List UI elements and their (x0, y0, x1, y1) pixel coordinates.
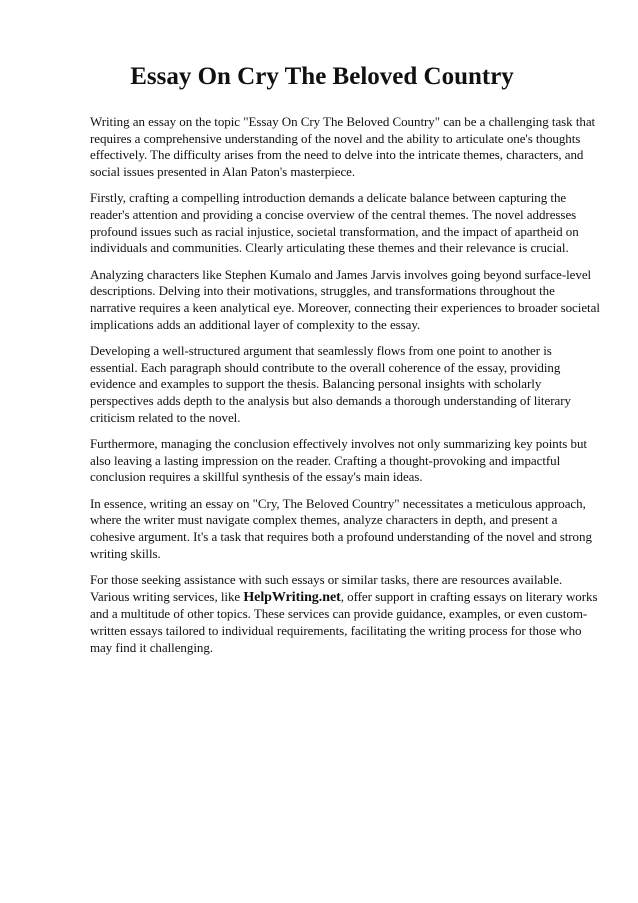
assistance-text-after: , offer support in crafting essays on literary works and a multitude of other topics. These services can provide guidance, examples, or even custom-written essays tailored to individual requirements, facilitating the writing process for those who may find it challenging. (90, 588, 598, 655)
paragraph-intro: Writing an essay on the topic "Essay On Cry The Beloved Country" can be a challenging task that requires a comprehensive understanding of the novel and the ability to articulate one's thoughts effectively. The difficulty arises from the need to delve into the intricate themes, characters, and social issues presented in Alan Paton's masterpiece. (90, 114, 596, 179)
page-title: Essay On Cry The Beloved Country (130, 63, 514, 90)
paragraph-introduction-advice: Firstly, crafting a compelling introduction demands a delicate balance between capturing the reader's attention and providing a concise overview of the central themes. The novel addresses profound issues such as racial injustice, societal transformation, and the impact of apartheid on individuals and communities. Clearly articulating these themes and their relevance is crucial. (90, 190, 579, 256)
paragraph-conclusion: Furthermore, managing the conclusion effectively involves not only summarizing key points but also leaving a lasting impression on the reader. Crafting a thought-provoking and impactful conclusion requires a skillful synthesis of the essay's main ideas. (90, 436, 587, 485)
paragraph-assistance (90, 572, 600, 656)
brand-link[interactable]: HelpWriting.net (243, 589, 341, 605)
paragraph-characters: Analyzing characters like Stephen Kumalo and James Jarvis involves going beyond surface-level descriptions. Delving into their motivations, struggles, and transformations throughout the narrative requires a keen analytical eye. Moreover, connecting their experiences to broader societal implications adds an additional layer of complexity to the essay. (90, 266, 600, 332)
assistance-text-before: For those seeking assistance with such essays or similar tasks, there are resources available. Various writing services, like (90, 572, 563, 604)
paragraph-argument: Developing a well-structured argument that seamlessly flows from one point to another is essential. Each paragraph should contribute to the overall coherence of the essay, providing evidence and examples to support the thesis. Balancing personal insights with scholarly perspectives adds depth to the analysis but also demands a thorough understanding of literary criticism related to the novel. (90, 343, 571, 425)
paragraph-essence: In essence, writing an essay on "Cry, The Beloved Country" necessitates a meticulous approach, where the writer must navigate complex themes, analyze characters in depth, and present a cohesive argument. It's a task that requires both a profound understanding of the novel and strong writing skills. (90, 495, 592, 561)
